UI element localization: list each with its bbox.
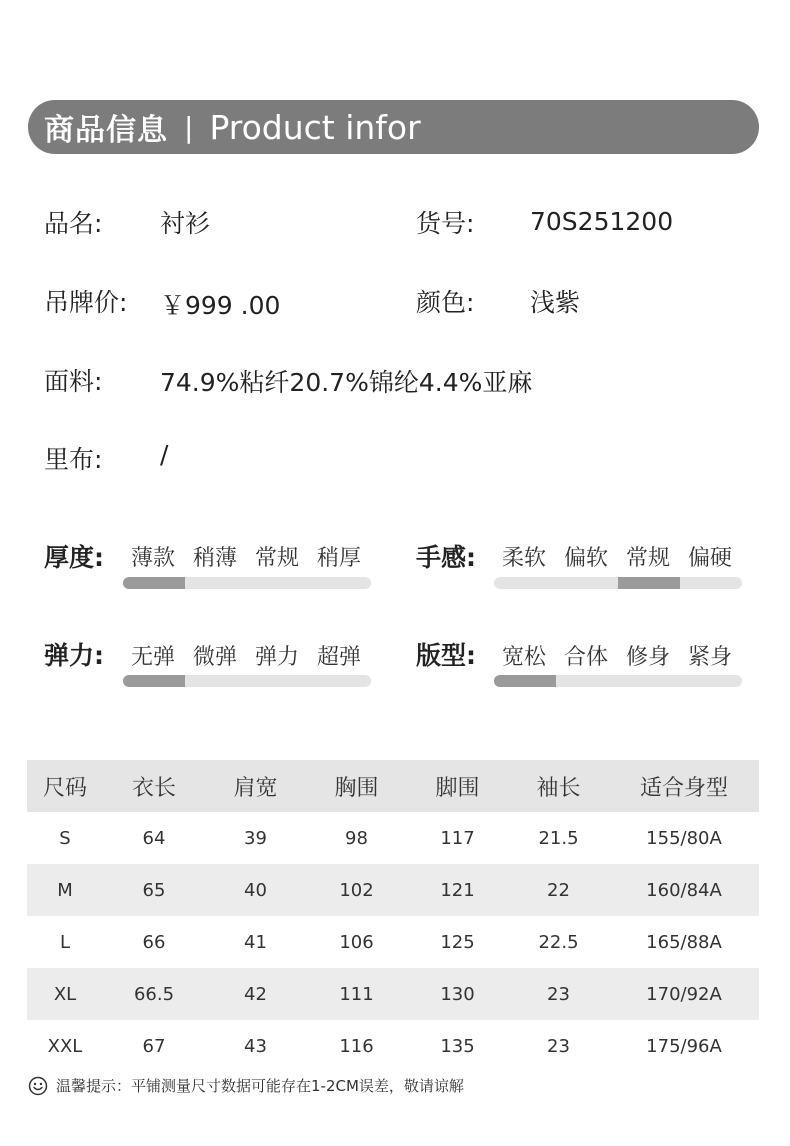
table-cell: M <box>27 864 103 916</box>
fit-label: 版型: <box>416 641 476 670</box>
sku-value: 70S251200 <box>530 207 674 236</box>
fit-option: 修身 <box>625 645 670 670</box>
section-header <box>28 100 759 154</box>
feel-option: 偏硬 <box>687 546 732 571</box>
table-cell: 125 <box>440 931 475 953</box>
elasticity-option: 超弹 <box>316 645 361 670</box>
table-cell: 23 <box>547 1035 570 1057</box>
table-cell: 22 <box>508 864 609 916</box>
table-cell: 106 <box>339 931 374 953</box>
table-cell: 116 <box>339 1035 374 1057</box>
table-cell: 66 <box>142 931 166 953</box>
table-cell: 23 <box>508 968 609 1020</box>
table-cell: 65 <box>103 864 205 916</box>
fit-option: 宽松 <box>501 645 546 670</box>
table-cell: 66.5 <box>103 968 205 1020</box>
table-cell: 40 <box>205 864 306 916</box>
col-header-shoulder: 肩宽 <box>205 760 306 812</box>
table-cell: 117 <box>440 827 475 849</box>
table-row <box>27 916 759 968</box>
col-header-size: 尺码 <box>27 760 103 812</box>
elasticity-label: 弹力: <box>44 641 104 670</box>
lining-label: 里布: <box>44 445 103 474</box>
elasticity-option: 无弹 <box>130 645 175 670</box>
table-cell: XL <box>27 968 103 1020</box>
table-cell: 165/88A <box>646 931 722 953</box>
tip-text: 温馨提示：平铺测量尺寸数据可能存在1-2CM误差，敬请谅解 <box>56 1077 464 1095</box>
fit-indicator <box>494 675 556 687</box>
table-header-row <box>27 760 759 812</box>
table-cell: 22.5 <box>538 931 579 953</box>
fit-scale <box>494 675 742 687</box>
price-label: 吊牌价: <box>44 288 128 317</box>
col-header-sleeve: 袖长 <box>508 760 609 812</box>
size-table <box>27 760 759 1072</box>
col-header-length: 衣长 <box>103 760 205 812</box>
fit-options <box>493 640 741 671</box>
table-cell: 21.5 <box>538 827 579 849</box>
feel-scale <box>494 577 742 589</box>
thickness-label: 厚度: <box>44 543 104 572</box>
color-label: 颜色: <box>416 288 475 317</box>
header-title-cn: 商品信息 <box>44 113 168 148</box>
col-header-hem: 脚围 <box>407 760 508 812</box>
name-value: 衬衫 <box>160 209 211 238</box>
table-cell: 160/84A <box>609 864 759 916</box>
elasticity-indicator <box>123 675 185 687</box>
thickness-option: 薄款 <box>130 546 175 571</box>
thickness-indicator <box>123 577 185 589</box>
thickness-option: 稍薄 <box>192 546 237 571</box>
feel-option: 偏软 <box>563 546 608 571</box>
smile-icon <box>28 1076 48 1096</box>
table-row <box>27 968 759 1020</box>
elasticity-option: 微弹 <box>192 645 237 670</box>
table-cell: 42 <box>205 968 306 1020</box>
table-cell: 64 <box>142 827 166 849</box>
thickness-options <box>122 541 370 572</box>
fit-option: 合体 <box>563 645 608 670</box>
table-row <box>27 864 759 916</box>
elasticity-scale <box>123 675 371 687</box>
thickness-option: 稍厚 <box>316 546 361 571</box>
elasticity-options <box>122 640 370 671</box>
header-separator: | <box>184 110 194 144</box>
thickness-option: 常规 <box>254 546 299 571</box>
feel-label: 手感: <box>416 543 476 572</box>
header-title-en: Product infor <box>209 107 421 147</box>
table-cell: 43 <box>244 1035 267 1057</box>
table-cell: 155/80A <box>646 827 722 849</box>
table-cell: 170/92A <box>609 968 759 1020</box>
fabric-label: 面料: <box>44 367 103 396</box>
color-value: 浅紫 <box>530 288 581 317</box>
table-cell: 135 <box>440 1035 475 1057</box>
fabric-value: 74.9%粘纤20.7%锦纶4.4%亚麻 <box>160 368 533 397</box>
table-cell: XXL <box>47 1035 83 1057</box>
measurement-tip <box>28 1075 464 1096</box>
feel-options <box>493 541 741 572</box>
lining-value: / <box>160 440 169 469</box>
table-cell: S <box>59 827 71 849</box>
table-cell: 41 <box>244 931 267 953</box>
price-value: ￥999 .00 <box>160 291 281 320</box>
fit-option: 紧身 <box>687 645 732 670</box>
name-label: 品名: <box>44 209 103 238</box>
feel-option: 常规 <box>625 546 670 571</box>
table-cell: 39 <box>244 827 267 849</box>
table-row <box>27 1020 759 1072</box>
table-cell: 121 <box>407 864 508 916</box>
table-cell: 130 <box>407 968 508 1020</box>
sku-label: 货号: <box>416 209 475 238</box>
table-cell: 111 <box>306 968 407 1020</box>
table-cell: 175/96A <box>646 1035 722 1057</box>
table-cell: L <box>59 931 71 953</box>
elasticity-option: 弹力 <box>254 645 299 670</box>
feel-indicator <box>618 577 680 589</box>
table-row <box>27 812 759 864</box>
feel-option: 柔软 <box>501 546 546 571</box>
col-header-body-type: 适合身型 <box>609 760 759 812</box>
table-cell: 67 <box>142 1035 166 1057</box>
thickness-scale <box>123 577 371 589</box>
table-cell: 102 <box>306 864 407 916</box>
table-cell: 98 <box>345 827 368 849</box>
col-header-chest: 胸围 <box>306 760 407 812</box>
